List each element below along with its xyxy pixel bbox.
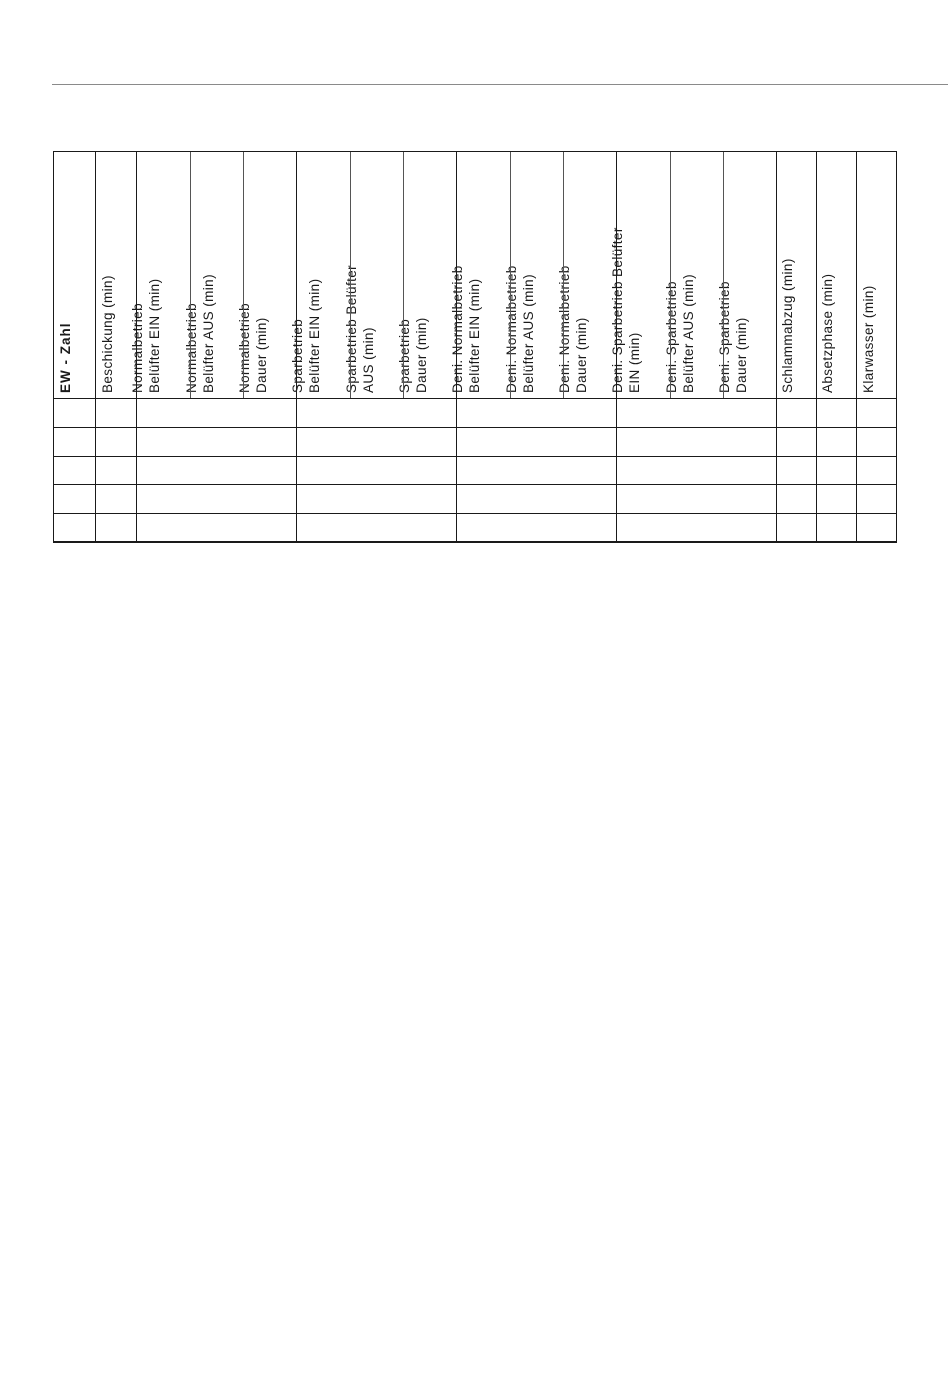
grid-line [670, 151, 671, 398]
header-label: Klarwasser (min) [860, 285, 876, 393]
grid-line [53, 541, 897, 543]
header-klarwasser [856, 151, 897, 398]
header-label: Normalbetrieb Belüfter AUS (min) [183, 274, 216, 393]
header-deni-normal-ein [450, 151, 510, 398]
grid-line [563, 151, 564, 398]
table-row [53, 456, 897, 457]
grid-line [350, 151, 351, 398]
header-label: Deni. Normalbetrieb Belüfter EIN (min) [450, 265, 482, 393]
header-deni-spar-dauer [716, 151, 776, 398]
header-label: Normalbetrieb Dauer (min) [236, 303, 269, 393]
header-label: Sparbetrieb Belüfter EIN (min) [290, 278, 322, 393]
header-label: Deni. Normalbetrieb Dauer (min) [556, 265, 589, 393]
program-table [53, 151, 897, 542]
table-row [53, 513, 897, 514]
header-ew-zahl [53, 151, 95, 398]
grid-line [53, 398, 897, 399]
header-label: Normalbetrieb Belüfter EIN (min) [130, 278, 162, 393]
header-absetzphase [816, 151, 856, 398]
table-row [53, 484, 897, 485]
header-label: Beschickung (min) [99, 275, 115, 393]
header-label: Deni. Sparbetrieb Dauer (min) [716, 281, 749, 393]
grid-line [403, 151, 404, 398]
grid-line [510, 151, 511, 398]
grid-line [243, 151, 244, 398]
header-label: Deni. Sparbetrieb Belüfter AUS (min) [663, 274, 696, 393]
header-schlammabzug [776, 151, 816, 398]
header-label: Deni. Normalbetrieb Belüfter AUS (min) [503, 265, 536, 393]
grid-line [53, 151, 897, 152]
header-label: Schlammabzug (min) [780, 258, 795, 393]
grid-line [723, 151, 724, 398]
header-normal-ein [130, 151, 190, 398]
header-label: Deni. Sparbetrieb Belüfter EIN (min) [610, 227, 642, 393]
grid-line [190, 151, 191, 398]
header-label: Sparbetrieb Belüfter AUS (min) [343, 264, 376, 393]
header-deni-spar-ein [610, 151, 670, 398]
table-row [53, 427, 897, 428]
header-label: EW - Zahl [58, 322, 73, 393]
header-label: Absetzphase (min) [820, 273, 835, 393]
header-spar-ein [290, 151, 350, 398]
top-divider [52, 84, 948, 85]
header-label: Sparbetrieb Dauer (min) [396, 317, 429, 393]
